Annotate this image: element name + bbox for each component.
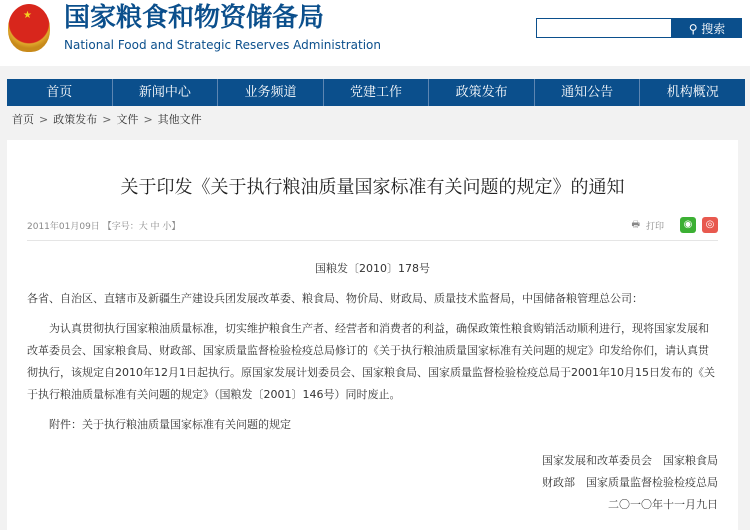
site-header [0, 0, 750, 66]
search-bar [536, 18, 742, 38]
search-button[interactable] [672, 18, 742, 38]
site-title-cn[interactable]: 国家粮食和物资储备局 [64, 3, 325, 33]
search-icon: ⚲ [688, 21, 702, 36]
site-title-en: National Food and Strategic Reserves Administration [64, 38, 381, 52]
addressee: 各省、自治区、直辖市及新疆生产建设兵团发展改革委、粮食局、物价局、财政局、质量技术监督局，中国储备粮管理总公司： [27, 292, 643, 305]
search-input[interactable] [536, 18, 672, 38]
article-date: 2011年01月09日 [27, 221, 100, 232]
article-panel [7, 140, 738, 530]
article-title: 关于印发《关于执行粮油质量国家标准有关问题的规定》的通知 [120, 177, 625, 198]
breadcrumb-policy[interactable]: 政策发布 [53, 113, 98, 126]
article-meta-row [27, 215, 718, 235]
nav-news[interactable]: 新闻中心 [113, 79, 219, 106]
nav-business[interactable]: 业务频道 [218, 79, 324, 106]
main-paragraph: 为认真贯彻执行国家粮油质量标准，切实维护粮食生产者、经营者和消费者的利益，确保政策性粮食购销活动顺利进行，现将国家发展和改革委员会、国家粮食局、财政部、国家质量监督检验检疫总局修订的《关于执行粮油质量国家标准有关问题的规定》印发给你们，请认真贯彻执行，该规定自2010年12月1日起执行。原国家发展计划委员会、国家粮食局、国家质量监督检验检疫总局于2001年10月15日发布的《关于执行粮油质量标准有关问题的规定》（国粮发〔2001〕146号）同时废止。 [27, 322, 715, 401]
signature-block [27, 450, 718, 516]
nav-party[interactable]: 党建工作 [324, 79, 430, 106]
weibo-share-icon[interactable]: ◎ [702, 217, 718, 233]
breadcrumb-other-files[interactable]: 其他文件 [157, 113, 202, 126]
wechat-share-icon[interactable]: ◉ [680, 217, 696, 233]
breadcrumb: 首页 > 政策发布 > 文件 > 其他文件 [12, 113, 202, 126]
attachment-link[interactable]: 附件：关于执行粮油质量国家标准有关问题的规定 [49, 418, 291, 431]
main-nav [7, 79, 745, 106]
signer-line: 财政部 国家质量监督检验检疫总局 [542, 476, 718, 489]
signer-line: 国家发展和改革委员会 国家粮食局 [542, 454, 718, 467]
divider [27, 240, 718, 241]
nav-about[interactable]: 机构概况 [666, 85, 719, 100]
document-number: 国粮发〔2010〕178号 [315, 262, 430, 275]
article-body [27, 288, 718, 436]
article-meta [27, 219, 180, 232]
print-link[interactable]: 打印 [645, 221, 664, 232]
breadcrumb-files[interactable]: 文件 [116, 113, 139, 126]
nav-policy[interactable]: 政策发布 [429, 79, 535, 106]
breadcrumb-home[interactable]: 首页 [12, 113, 34, 126]
search-label: 搜索 [701, 21, 726, 36]
nav-home[interactable]: 首页 [7, 79, 113, 106]
font-size-control[interactable]: 【字号：大 中 小】 [102, 221, 181, 232]
nav-notices[interactable]: 通知公告 [535, 79, 641, 106]
national-emblem-logo: ★ [8, 4, 50, 52]
share-tools [631, 217, 718, 233]
print-icon[interactable]: 🖶 [631, 220, 640, 230]
sign-date: 二〇一〇年十一月九日 [608, 498, 718, 511]
